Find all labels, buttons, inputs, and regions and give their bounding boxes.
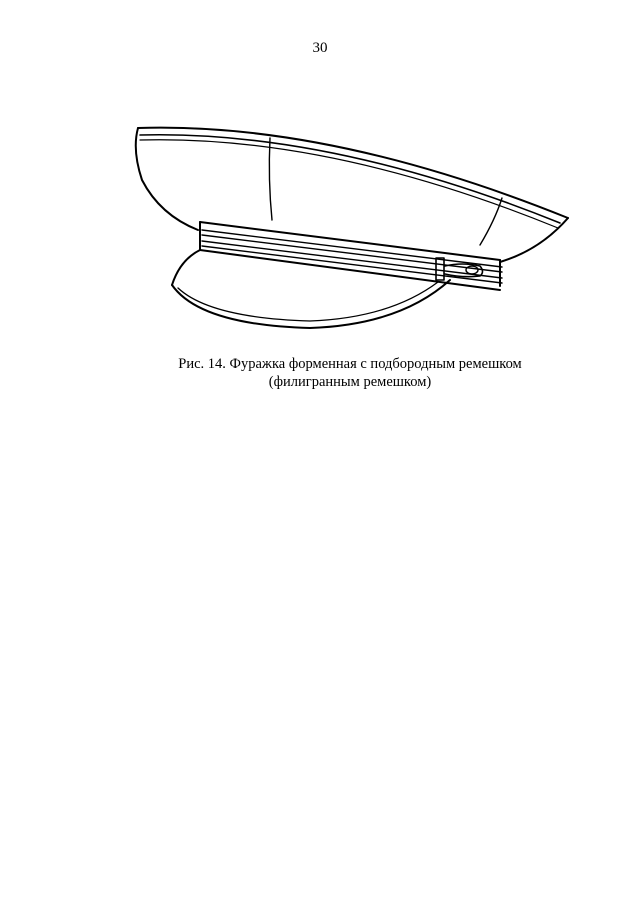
page-number: 30 <box>312 40 328 56</box>
cap-figure <box>120 110 590 345</box>
crown-band-line <box>140 135 560 223</box>
caption-line-1: Рис. 14. Фуражка форменная с подбородным ремешком <box>178 356 522 372</box>
peaked-cap-icon <box>120 110 590 345</box>
caption-line-2: (филигранным ремешком) <box>268 374 432 390</box>
cap-button-icon <box>466 266 478 274</box>
cap-band-bottom <box>200 250 500 290</box>
strap-buckle <box>436 258 444 280</box>
crown-left-side <box>136 128 198 230</box>
visor-top <box>172 250 200 285</box>
crown-right-side <box>500 218 568 262</box>
chin-strap-line-3 <box>202 241 502 278</box>
figure-caption <box>0 355 640 391</box>
chin-strap-line-1 <box>202 230 502 267</box>
crown-seam-left <box>269 138 272 220</box>
